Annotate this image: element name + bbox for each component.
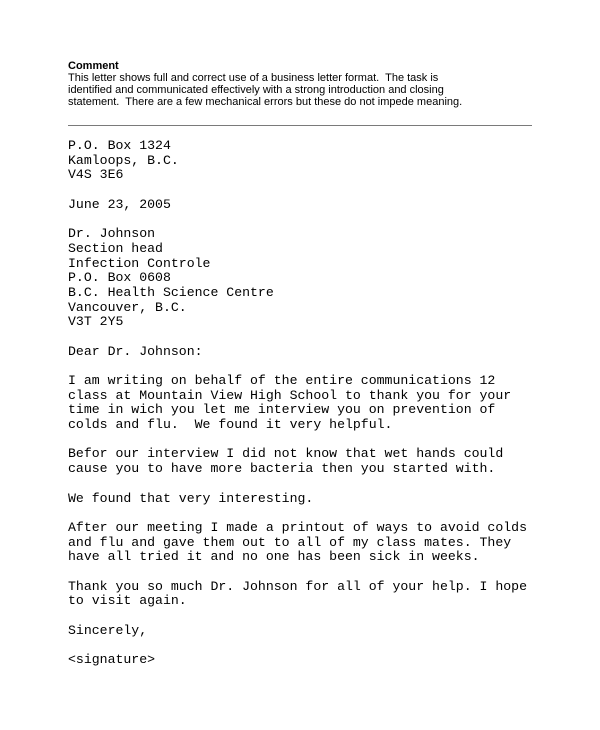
divider bbox=[68, 125, 532, 126]
return-address bbox=[68, 139, 568, 183]
paragraph-line: class at Mountain View High School to thank you for your bbox=[68, 387, 512, 403]
closing: Sincerely, bbox=[68, 622, 148, 638]
paragraph-3 bbox=[68, 492, 568, 507]
paragraph-line: After our meeting I made a printout of ways to avoid colds bbox=[68, 519, 527, 535]
recipient-line: V3T 2Y5 bbox=[68, 314, 124, 330]
letter-body bbox=[68, 139, 568, 668]
comment-text-line: statement. There are a few mechanical errors but these do not impede meaning. bbox=[68, 96, 463, 108]
comment-text-line: identified and communicated effectively with a strong introduction and closing bbox=[68, 84, 444, 96]
paragraph-line: time in wich you let me interview you on prevention of bbox=[68, 402, 496, 418]
recipient-line: Vancouver, B.C. bbox=[68, 299, 187, 315]
return-address-line: V4S 3E6 bbox=[68, 167, 124, 183]
salutation: Dear Dr. Johnson: bbox=[68, 343, 203, 359]
paragraph-line: We found that very interesting. bbox=[68, 490, 314, 506]
paragraph-line: to visit again. bbox=[68, 593, 187, 609]
paragraph-line: and flu and gave them out to all of my class mates. They bbox=[68, 534, 512, 550]
recipient-line: B.C. Health Science Centre bbox=[68, 284, 274, 300]
signature-placeholder: <signature> bbox=[68, 652, 156, 668]
comment-title: Comment bbox=[68, 60, 119, 72]
return-address-line: P.O. Box 1324 bbox=[68, 138, 171, 153]
return-address-line: Kamloops, B.C. bbox=[68, 152, 179, 168]
recipient-line: Dr. Johnson bbox=[68, 226, 156, 242]
paragraph-line: Befor our interview I did not know that wet hands could bbox=[68, 446, 504, 462]
comment-box bbox=[68, 60, 538, 108]
paragraph-5 bbox=[68, 580, 568, 609]
paragraph-line: I am writing on behalf of the entire communications 12 bbox=[68, 373, 496, 388]
recipient-line: Section head bbox=[68, 240, 163, 256]
letter-date: June 23, 2005 bbox=[68, 196, 171, 212]
comment-text-line: This letter shows full and correct use of a business letter format. The task is bbox=[68, 72, 439, 84]
paragraph-line: Thank you so much Dr. Johnson for all of your help. I hope bbox=[68, 578, 527, 594]
paragraph-2 bbox=[68, 447, 568, 476]
recipient-address bbox=[68, 227, 568, 330]
paragraph-line: colds and flu. We found it very helpful. bbox=[68, 417, 393, 433]
recipient-line: Infection Controle bbox=[68, 255, 211, 271]
paragraph-line: have all tried it and no one has been sick in weeks. bbox=[68, 549, 480, 565]
paragraph-4 bbox=[68, 521, 568, 565]
paragraph-1 bbox=[68, 374, 568, 433]
recipient-line: P.O. Box 0608 bbox=[68, 270, 171, 286]
paragraph-line: cause you to have more bacteria then you started with. bbox=[68, 461, 496, 477]
